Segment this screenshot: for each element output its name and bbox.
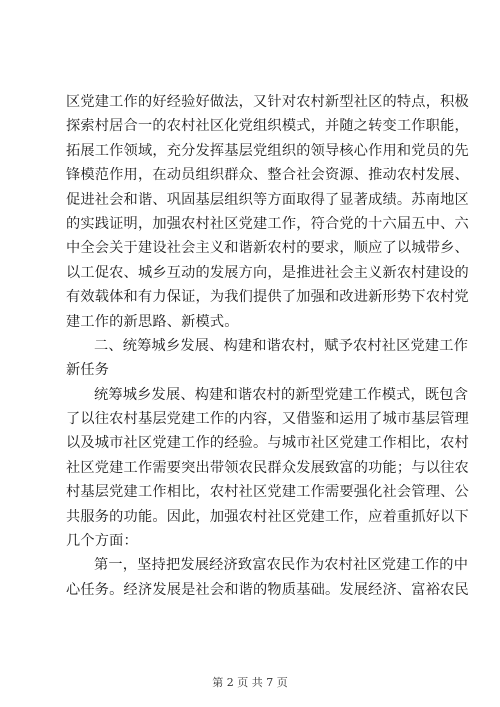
- page-footer: 第 2 页 共 7 页: [212, 676, 288, 689]
- text-line: 以工促农、城乡互动的发展方向，是推进社会主义新农村建设的: [66, 264, 469, 281]
- text-line: 社区党建工作需要突出带领农民群众发展致富的功能；与以往农: [66, 459, 469, 476]
- text-line: 区党建工作的好经验好做法，又针对农村新型社区的特点，积极: [66, 94, 469, 110]
- text-line: 锋模范作用，在动员组织群众、整合社会资源、推动农村发展、: [66, 167, 469, 184]
- text-line: 二、统筹城乡发展、构建和谐农村，赋予农村社区党建工作: [94, 337, 469, 354]
- text-line: 拓展工作领域，充分发挥基层党组织的领导核心作用和党员的先: [66, 142, 469, 159]
- text-line: 第一，坚持把发展经济致富农民作为农村社区党建工作的中: [94, 557, 469, 574]
- text-line: 的实践证明，加强农村社区党建工作，符合党的十六届五中、六: [66, 215, 469, 232]
- text-line: 共服务的功能。因此，加强农村社区党建工作，应着重抓好以下: [66, 508, 469, 525]
- text-line: 心任务。经济发展是社会和谐的物质基础。发展经济、富裕农民: [66, 581, 469, 598]
- text-line: 建工作的新思路、新模式。: [66, 313, 239, 330]
- text-line: 中全会关于建设社会主义和谐新农村的要求，顺应了以城带乡、: [66, 240, 469, 257]
- text-line: 统筹城乡发展、构建和谐农村的新型党建工作模式，既包含: [94, 386, 469, 403]
- text-line: 了以往农村基层党建工作的内容，又借鉴和运用了城市基层管理: [66, 411, 469, 428]
- text-line: 探索村居合一的农村社区化党组织模式，并随之转变工作职能，: [66, 118, 469, 135]
- body-text: [66, 90, 469, 602]
- text-line: 几个方面：: [66, 533, 138, 550]
- text-line: 新任务: [66, 362, 110, 379]
- text-line: 以及城市社区党建工作的经验。与城市社区党建工作相比，农村: [66, 435, 469, 452]
- text-line: 村基层党建工作相比，农村社区党建工作需要强化社会管理、公: [66, 484, 469, 501]
- text-line: 有效载体和有力保证，为我们提供了加强和改进新形势下农村党: [66, 289, 469, 306]
- text-line: 促进社会和谐、巩固基层组织等方面取得了显著成绩。苏南地区: [66, 191, 469, 208]
